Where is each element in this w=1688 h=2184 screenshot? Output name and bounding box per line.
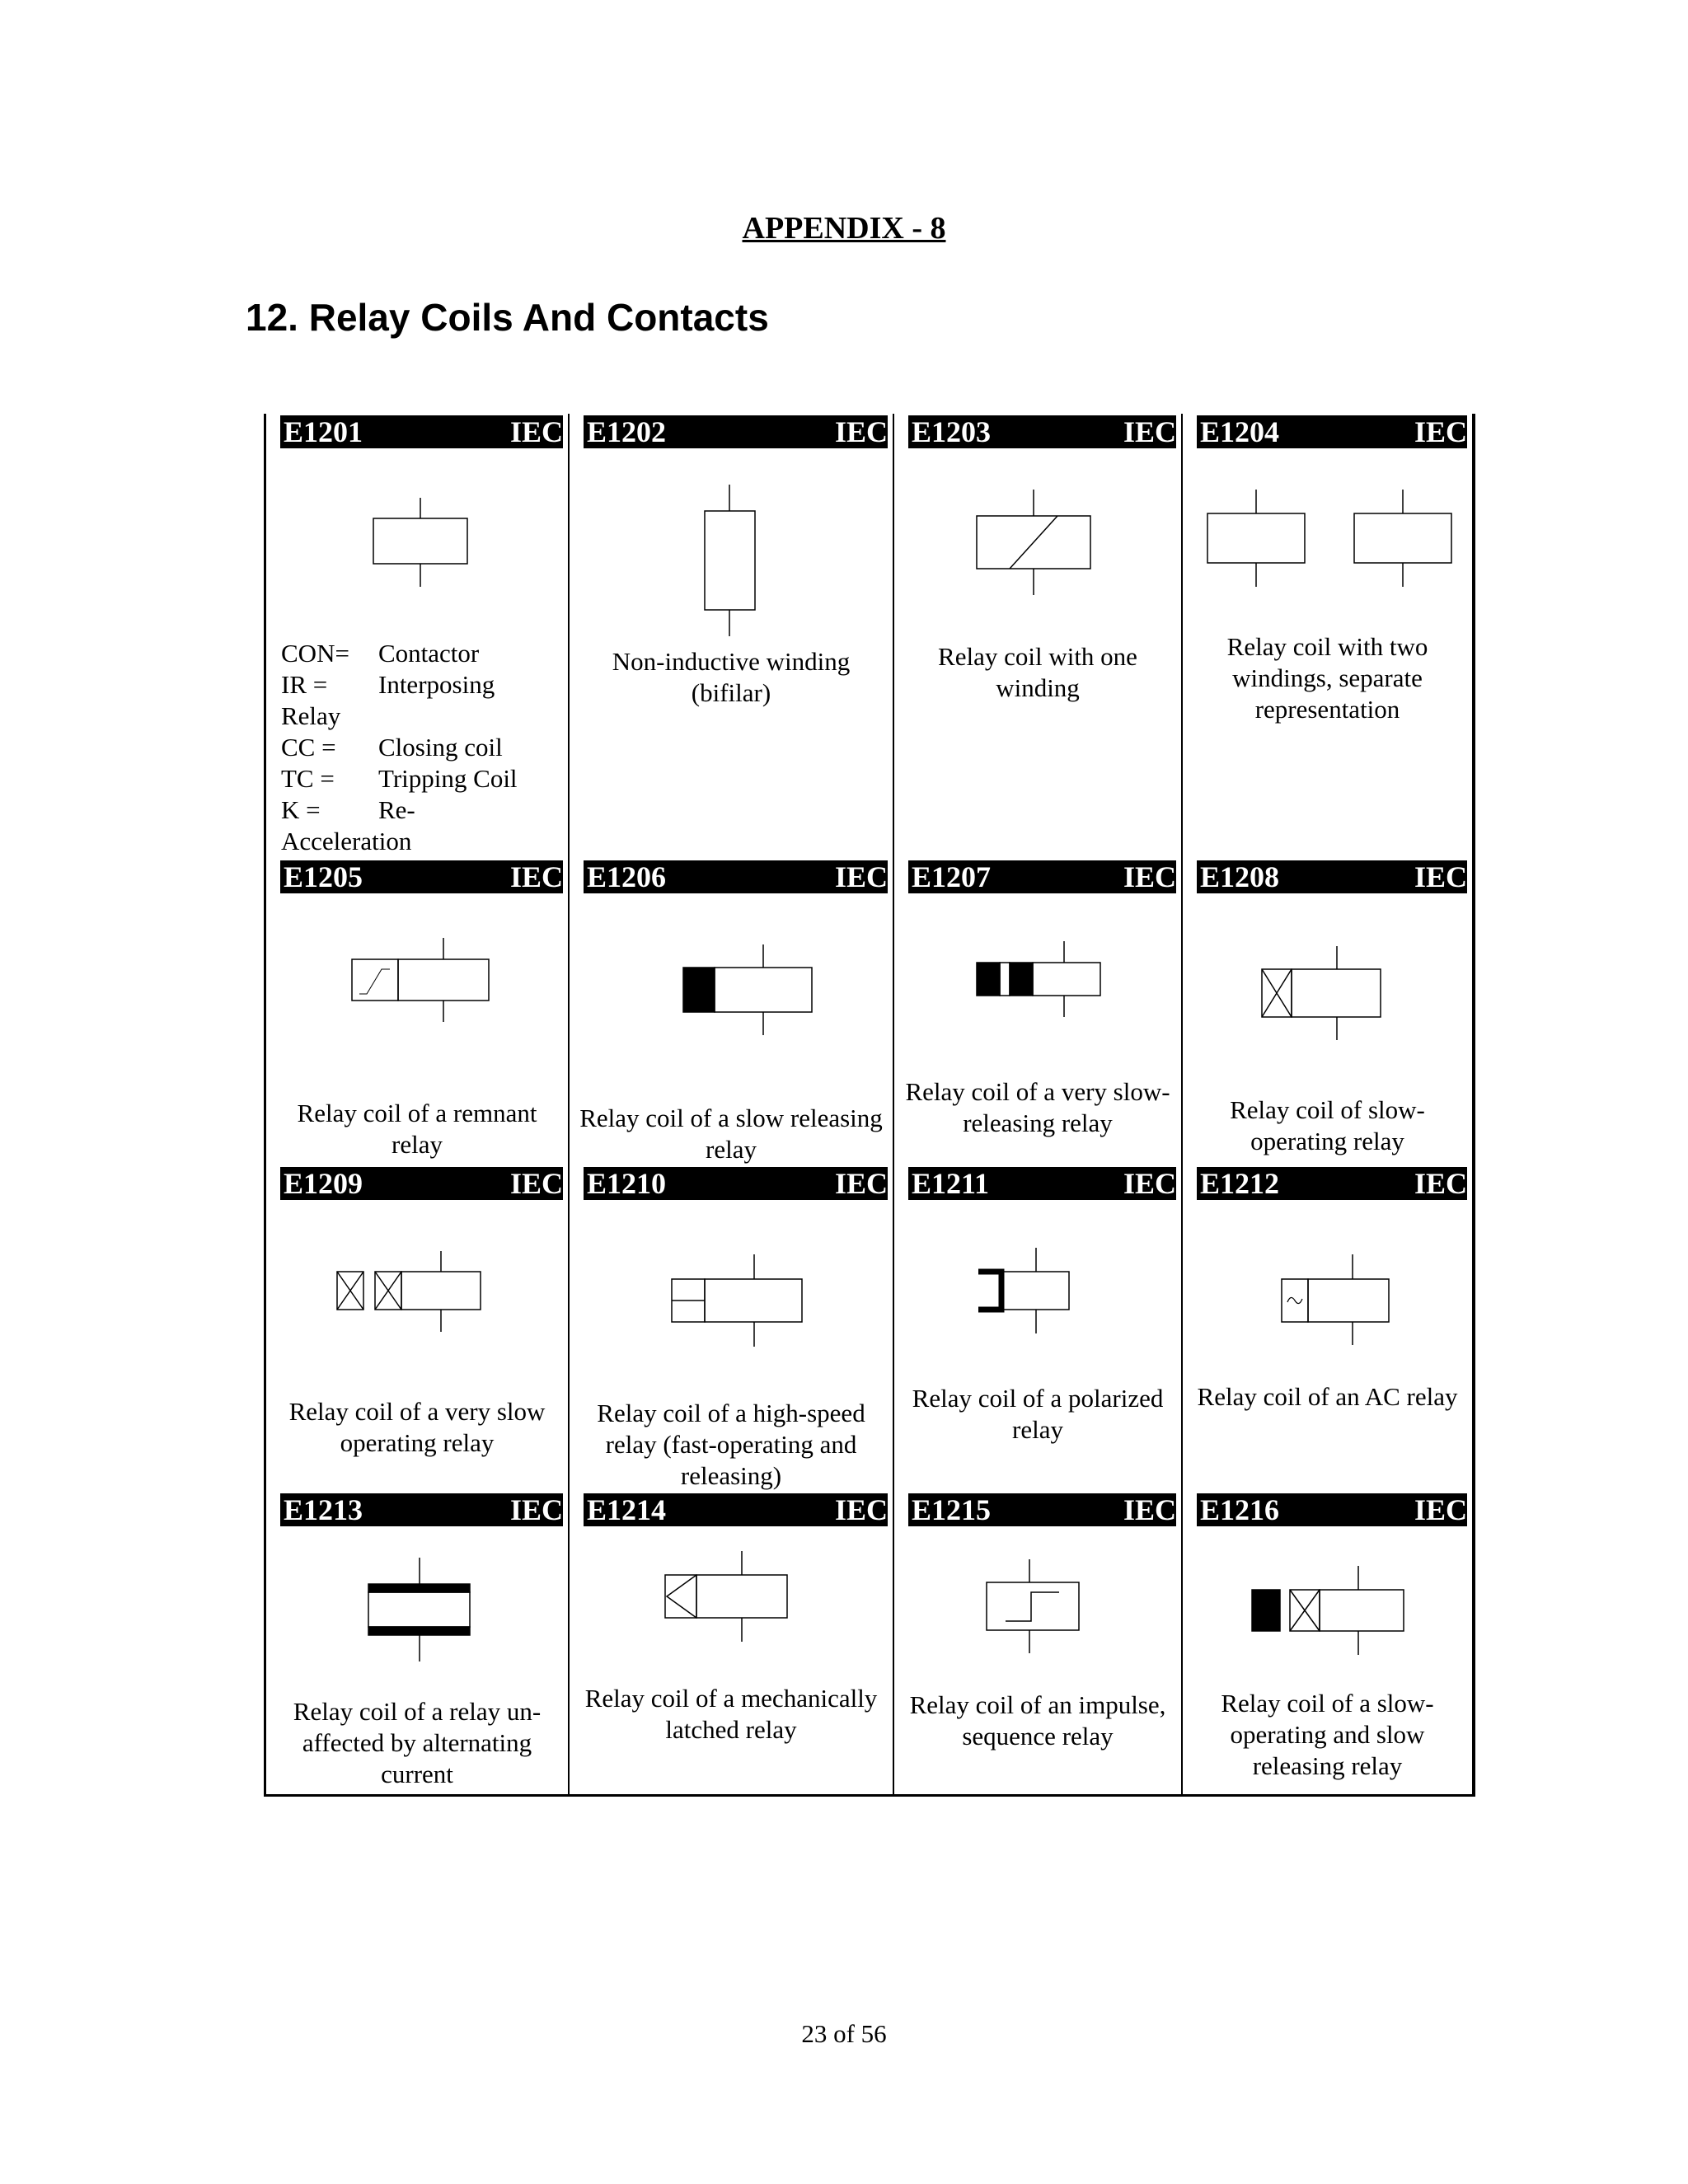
symbol-code: E1209 bbox=[284, 1167, 363, 1200]
symbol-description: Relay coil of a very slow operating relay bbox=[288, 1397, 546, 1457]
symbol-code: E1204 bbox=[1200, 415, 1280, 448]
legend-value: Interposing bbox=[378, 670, 495, 699]
symbol-standard: IEC bbox=[834, 1493, 888, 1526]
ac-unaffected-relay-symbol bbox=[266, 1541, 570, 1681]
symbol-code: E1205 bbox=[284, 860, 363, 893]
symbol-standard: IEC bbox=[834, 1167, 888, 1200]
symbol-cell bbox=[266, 1492, 570, 1794]
symbol-cell bbox=[894, 859, 1183, 1165]
symbol-description: Non-inductive winding (bifilar) bbox=[612, 647, 851, 707]
symbol-cell bbox=[1183, 1165, 1472, 1492]
symbol-cell bbox=[266, 414, 570, 859]
symbol-cell bbox=[1183, 859, 1472, 1165]
remnant-relay-symbol bbox=[266, 908, 570, 1040]
cell-header bbox=[1197, 1493, 1467, 1526]
legend-value: Contactor bbox=[378, 639, 480, 668]
impulse-sequence-relay-symbol bbox=[894, 1541, 1183, 1681]
symbol-standard: IEC bbox=[1123, 1167, 1176, 1200]
cell-header bbox=[908, 1493, 1176, 1526]
legend-key: K = bbox=[281, 795, 321, 824]
symbol-description: Relay coil of a relay un-affected by alternating current bbox=[293, 1697, 542, 1788]
page-number: 23 of 56 bbox=[801, 2019, 887, 2048]
symbol-code: E1215 bbox=[912, 1493, 992, 1526]
symbol-standard: IEC bbox=[509, 860, 563, 893]
symbol-description: Relay coil with two windings, separate representation bbox=[1226, 632, 1428, 724]
symbol-standard: IEC bbox=[834, 415, 888, 448]
symbol-cell bbox=[1183, 414, 1472, 859]
cell-header bbox=[584, 860, 888, 893]
symbol-description: Relay coil of a mechanically latched relay bbox=[584, 1684, 878, 1744]
section-title: 12. Relay Coils And Contacts bbox=[246, 296, 769, 339]
two-windings-coil-symbol bbox=[1183, 480, 1472, 644]
legend-key: IR = bbox=[281, 670, 328, 699]
slow-releasing-relay-symbol bbox=[570, 908, 894, 1040]
symbol-cell bbox=[266, 1165, 570, 1492]
symbol-table bbox=[264, 414, 1475, 1797]
symbol-description: Relay coil of a slow-operating and slow releasing relay bbox=[1221, 1689, 1434, 1780]
cell-header bbox=[280, 1493, 563, 1526]
relay-coil-symbol bbox=[266, 488, 570, 653]
bifilar-winding-symbol bbox=[570, 480, 894, 644]
cell-header bbox=[584, 1493, 888, 1526]
polarized-relay-symbol bbox=[894, 1215, 1183, 1347]
symbol-standard: IEC bbox=[1414, 415, 1467, 448]
symbol-description: Relay coil of an impulse, sequence relay bbox=[909, 1690, 1166, 1750]
cell-header bbox=[1197, 1167, 1467, 1200]
symbol-description: Relay coil of a high-speed relay (fast-operating and releasing) bbox=[597, 1399, 865, 1490]
symbol-code: E1211 bbox=[912, 1167, 990, 1200]
symbol-description: Relay coil of a remnant relay bbox=[297, 1099, 537, 1159]
symbol-description: Relay coil of slow-operating relay bbox=[1230, 1095, 1425, 1155]
symbol-code: E1207 bbox=[912, 860, 992, 893]
legend-key: Relay bbox=[281, 701, 341, 730]
ac-relay-symbol bbox=[1183, 1215, 1472, 1347]
symbol-cell bbox=[570, 1165, 894, 1492]
symbol-cell bbox=[266, 859, 570, 1165]
symbol-cell bbox=[894, 1165, 1183, 1492]
one-winding-coil-symbol bbox=[894, 480, 1183, 644]
symbol-cell bbox=[570, 1492, 894, 1794]
symbol-description: Relay coil of an AC relay bbox=[1197, 1382, 1458, 1411]
symbol-description: Relay coil of a slow releasing relay bbox=[579, 1104, 883, 1164]
symbol-cell bbox=[894, 414, 1183, 859]
symbol-code: E1208 bbox=[1200, 860, 1280, 893]
cell-header bbox=[584, 1167, 888, 1200]
symbol-code: E1203 bbox=[912, 415, 992, 448]
symbol-standard: IEC bbox=[509, 1493, 563, 1526]
legend-value: Re- bbox=[378, 795, 415, 824]
symbol-code: E1213 bbox=[284, 1493, 363, 1526]
symbol-code: E1210 bbox=[587, 1167, 667, 1200]
symbol-standard: IEC bbox=[1123, 1493, 1176, 1526]
symbol-standard: IEC bbox=[1123, 860, 1176, 893]
symbol-code: E1206 bbox=[587, 860, 667, 893]
cell-header bbox=[280, 860, 563, 893]
symbol-code: E1212 bbox=[1200, 1167, 1280, 1200]
symbol-standard: IEC bbox=[834, 860, 888, 893]
slow-operating-slow-releasing-relay-symbol bbox=[1183, 1541, 1472, 1681]
symbol-description: Relay coil of a polarized relay bbox=[912, 1384, 1164, 1444]
symbol-standard: IEC bbox=[509, 415, 563, 448]
cell-header bbox=[1197, 860, 1467, 893]
mechanically-latched-relay-symbol bbox=[570, 1541, 894, 1681]
symbol-description: Relay coil of a very slow-releasing relay bbox=[905, 1077, 1170, 1137]
symbol-code: E1201 bbox=[284, 415, 363, 448]
symbol-standard: IEC bbox=[509, 1167, 563, 1200]
symbol-cell bbox=[570, 414, 894, 859]
symbol-standard: IEC bbox=[1414, 1493, 1467, 1526]
symbol-code: E1214 bbox=[587, 1493, 667, 1526]
cell-header bbox=[584, 415, 888, 448]
legend-value: Closing coil bbox=[378, 733, 503, 762]
legend-key: CON= bbox=[281, 639, 349, 668]
cell-header bbox=[908, 860, 1176, 893]
symbol-description: Relay coil with one winding bbox=[938, 642, 1137, 702]
symbol-standard: IEC bbox=[1414, 1167, 1467, 1200]
legend-key: CC = bbox=[281, 733, 336, 762]
very-slow-releasing-relay-symbol bbox=[894, 908, 1183, 1040]
abbreviation-legend bbox=[281, 638, 565, 857]
symbol-code: E1216 bbox=[1200, 1493, 1280, 1526]
legend-value: Tripping Coil bbox=[378, 764, 518, 793]
symbol-cell bbox=[894, 1492, 1183, 1794]
symbol-standard: IEC bbox=[1414, 860, 1467, 893]
cell-header bbox=[908, 415, 1176, 448]
appendix-heading: APPENDIX - 8 bbox=[742, 211, 946, 246]
high-speed-relay-symbol bbox=[570, 1215, 894, 1355]
symbol-standard: IEC bbox=[1123, 415, 1176, 448]
cell-header bbox=[280, 415, 563, 448]
cell-header bbox=[908, 1167, 1176, 1200]
very-slow-operating-relay-symbol bbox=[266, 1215, 570, 1347]
symbol-cell bbox=[570, 859, 894, 1165]
legend-key: TC = bbox=[281, 764, 335, 793]
legend-key: Acceleration bbox=[281, 827, 412, 855]
slow-operating-relay-symbol bbox=[1183, 908, 1472, 1040]
cell-header bbox=[280, 1167, 563, 1200]
cell-header bbox=[1197, 415, 1467, 448]
symbol-code: E1202 bbox=[587, 415, 667, 448]
symbol-cell bbox=[1183, 1492, 1472, 1794]
